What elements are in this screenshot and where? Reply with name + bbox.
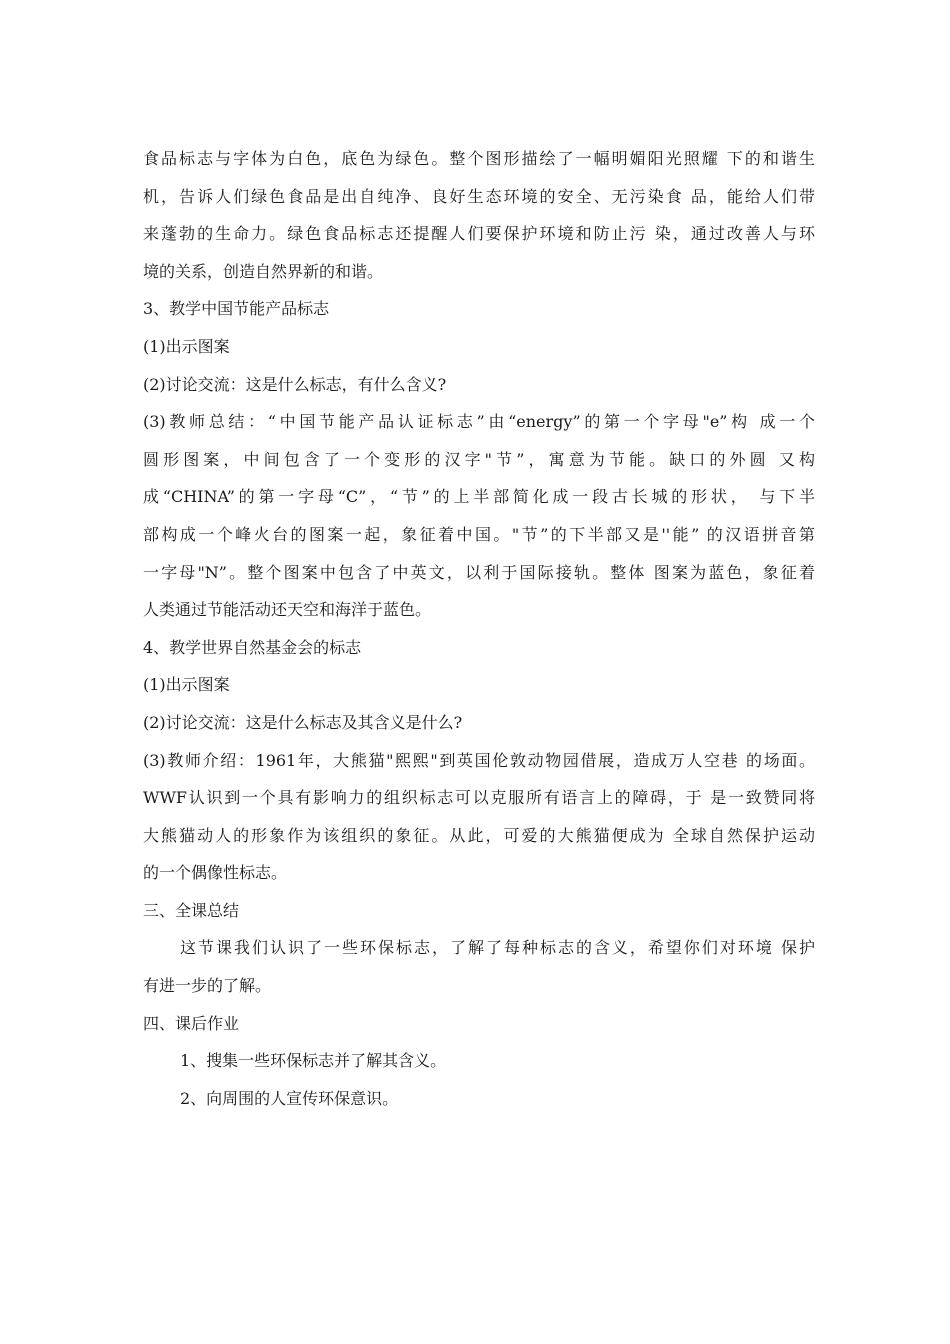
list-item: (2)讨论交流：这是什么标志及其含义是什么? [143, 712, 463, 732]
text-line: 这节课我们认识了一些环保标志，了解了每种标志的含义，希望你们对环境 保护 [180, 938, 815, 958]
section-heading: 四、课后作业 [143, 1013, 240, 1033]
text-line: 有进一步的了解。 [143, 976, 272, 996]
text-line: 圆形图案，中间包含了一个变形的汉字"节”，寓意为节能。缺口的外圆 又构 [143, 449, 815, 469]
text-line: (3)教师总结：“中国节能产品认证标志”由“energy”的第一个字母"e”构 成一个 [143, 412, 815, 432]
list-item: (1)出示图案 [143, 675, 230, 695]
document-page [143, 140, 815, 1117]
text-line: 一字母"N”。整个图案中包含了中英文，以利于国际接轨。整体 图案为蓝色，象征着 [143, 562, 815, 582]
text-line: 来蓬勃的生命力。绿色食品标志还提醒人们要保护环境和防止污 染，通过改善人与环 [143, 224, 815, 244]
list-item: (1)出示图案 [143, 336, 230, 356]
text-line: 部构成一个峰火台的图案一起，象征着中国。"节”的下半部又是''能” 的汉语拼音第 [143, 524, 815, 544]
text-line: 的一个偶像性标志。 [143, 863, 288, 883]
section-heading: 3、教学中国节能产品标志 [143, 299, 330, 319]
text-line: 成“CHINA”的第一字母“C”，“节”的上半部简化成一段古长城的形状， 与下半 [143, 487, 815, 507]
list-item: (2)讨论交流：这是什么标志，有什么含义? [143, 374, 447, 394]
text-line: (3)教师介绍：1961年，大熊猫"熙熙"到英国伦敦动物园借展，造成万人空巷 的场面。 [143, 750, 815, 770]
text-line: 食品标志与字体为白色，底色为绿色。整个图形描绘了一幅明媚阳光照耀 下的和谐生 [143, 149, 815, 168]
text-line: WWF认识到一个具有影响力的组织标志可以克服所有语言上的障碍，于 是一致赞同将 [143, 788, 815, 808]
text-line: 人类通过节能活动还天空和海洋于蓝色。 [143, 600, 432, 620]
list-item: 1、搜集一些环保标志并了解其含义。 [180, 1051, 447, 1071]
section-heading: 三、全课总结 [143, 900, 240, 920]
section-heading: 4、教学世界自然基金会的标志 [143, 637, 362, 657]
text-line: 境的关系，创造自然界新的和谐。 [143, 261, 384, 281]
text-line: 机，告诉人们绿色食品是出自纯净、良好生态环境的安全、无污染食 品，能给人们带 [143, 186, 815, 206]
text-line: 大熊猫动人的形象作为该组织的象征。从此，可爱的大熊猫便成为 全球自然保护运动 [143, 825, 815, 845]
list-item: 2、向周围的人宣传环保意识。 [180, 1088, 399, 1108]
